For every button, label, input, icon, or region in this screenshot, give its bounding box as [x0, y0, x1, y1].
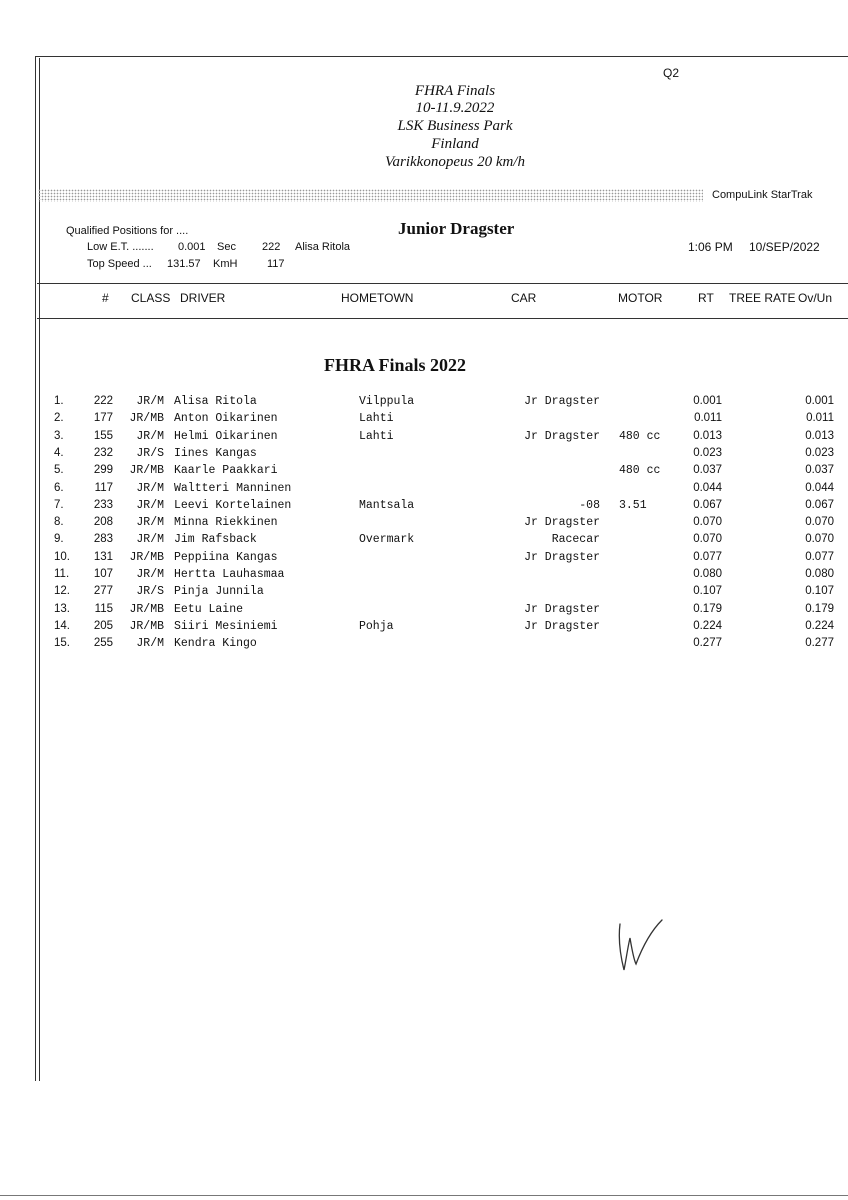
row-class: JR/M: [136, 516, 164, 530]
event-country: Finland: [431, 136, 479, 152]
row-class: JR/M: [136, 533, 164, 547]
row-driver: Peppiina Kangas: [174, 550, 278, 564]
signature: [612, 910, 672, 980]
top-speed-value: 131.57: [167, 258, 201, 270]
row-class: JR/MB: [129, 412, 164, 426]
top-border: [35, 56, 848, 57]
table-row: [0, 516, 848, 533]
row-position: 9.: [54, 533, 64, 546]
row-driver: Siiri Mesiniemi: [174, 619, 278, 633]
table-row: [0, 551, 848, 568]
row-number: 277: [93, 585, 113, 598]
event-title: FHRA Finals: [414, 83, 496, 99]
row-car: Jr Dragster: [524, 516, 600, 530]
row-position: 4.: [54, 446, 64, 459]
col-header-motor: MOTOR: [618, 291, 663, 305]
table-row: [0, 395, 848, 412]
row-motor: 480 cc: [619, 429, 661, 443]
table-row: [0, 482, 848, 499]
row-driver: Kendra Kingo: [174, 637, 257, 651]
row-ovun: 0.070: [805, 516, 834, 529]
row-car: Racecar: [551, 533, 600, 547]
report-date: 10/SEP/2022: [749, 240, 820, 254]
event-dates: 10-11.9.2022: [415, 100, 495, 116]
row-ovun: 0.067: [805, 498, 834, 511]
table-row: [0, 533, 848, 550]
row-car: -08: [579, 498, 600, 512]
row-number: 107: [93, 568, 113, 580]
row-number: 208: [93, 516, 113, 529]
row-position: 8.: [54, 516, 64, 529]
low-et-label: Low E.T. .......: [87, 241, 154, 253]
row-rt: 0.070: [693, 533, 722, 546]
timing-system-label: CompuLink StarTrak: [712, 189, 813, 201]
row-driver: Minna Riekkinen: [174, 516, 278, 530]
row-rt: 0.044: [693, 481, 722, 494]
report-time: 1:06 PM: [688, 240, 733, 254]
row-class: JR/M: [136, 395, 164, 408]
low-et-unit: Sec: [217, 241, 236, 253]
row-number: 299: [93, 464, 113, 477]
row-driver: Iines Kangas: [174, 446, 257, 460]
row-position: 15.: [54, 637, 70, 650]
row-number: 155: [93, 429, 113, 442]
row-hometown: Mantsala: [359, 498, 415, 512]
page-bottom-rule: [0, 1195, 848, 1196]
row-driver: Kaarle Paakkari: [174, 464, 278, 478]
row-number: 117: [94, 481, 113, 494]
section-title: FHRA Finals 2022: [324, 355, 467, 375]
row-rt: 0.023: [693, 446, 722, 459]
row-rt: 0.011: [694, 412, 722, 425]
table-row: [0, 620, 848, 637]
row-number: 205: [93, 619, 113, 632]
row-class: JR/MB: [129, 550, 164, 564]
row-hometown: Lahti: [359, 412, 394, 426]
row-position: 2.: [54, 412, 64, 425]
row-class: JR/M: [136, 481, 164, 495]
row-class: JR/M: [136, 637, 164, 651]
row-motor: 480 cc: [619, 464, 661, 478]
row-ovun: 0.044: [805, 481, 834, 494]
row-hometown: Vilppula: [359, 395, 415, 408]
row-ovun: 0.080: [805, 568, 834, 580]
row-car: Jr Dragster: [524, 619, 600, 633]
table-row: [0, 464, 848, 481]
low-et-driver: Alisa Ritola: [295, 241, 351, 253]
col-header-hometown: HOMETOWN: [341, 291, 414, 305]
row-position: 12.: [54, 585, 70, 598]
table-row: [0, 637, 848, 654]
row-position: 1.: [54, 395, 64, 407]
top-speed-label: Top Speed ...: [87, 258, 152, 270]
row-position: 10.: [54, 550, 70, 563]
row-rt: 0.070: [693, 516, 722, 529]
pit-speed-note: Varikkonopeus 20 km/h: [385, 154, 525, 170]
col-header-car: CAR: [511, 291, 537, 305]
row-hometown: Overmark: [359, 533, 415, 547]
row-ovun: 0.070: [805, 533, 834, 546]
row-position: 5.: [54, 464, 64, 477]
table-row: [0, 585, 848, 602]
col-header-rt: RT: [698, 291, 714, 305]
row-position: 14.: [54, 619, 70, 632]
row-number: 222: [93, 395, 113, 407]
row-motor: 3.51: [619, 498, 647, 512]
row-driver: Pinja Junnila: [174, 585, 264, 599]
row-position: 7.: [54, 498, 64, 511]
row-driver: Helmi Oikarinen: [174, 429, 278, 443]
row-rt: 0.037: [693, 464, 722, 477]
low-et-value: 0.001: [178, 241, 206, 253]
row-class: JR/MB: [129, 464, 164, 478]
row-driver: Waltteri Manninen: [174, 481, 292, 495]
row-ovun: 0.077: [805, 550, 834, 563]
row-ovun: 0.023: [805, 446, 834, 459]
row-ovun: 0.001: [805, 395, 834, 407]
report-code: Q2: [663, 66, 680, 80]
qualified-label: Qualified Positions for ....: [66, 225, 189, 237]
row-car: Jr Dragster: [524, 395, 600, 408]
class-title: Junior Dragster: [398, 219, 515, 238]
table-row: [0, 447, 848, 464]
row-driver: Jim Rafsback: [174, 533, 257, 547]
row-ovun: 0.037: [805, 464, 834, 477]
col-header-tree-rate: TREE RATE: [729, 291, 796, 305]
top-speed-number: 117: [267, 258, 285, 270]
row-position: 3.: [54, 429, 64, 442]
row-hometown: Pohja: [359, 619, 394, 633]
col-header-ovun: Ov/Un: [798, 291, 833, 305]
row-rt: 0.179: [693, 602, 722, 615]
header-rule-top: [37, 283, 848, 284]
row-rt: 0.107: [693, 585, 722, 598]
table-row: [0, 430, 848, 447]
row-ovun: 0.179: [805, 602, 834, 615]
top-speed-unit: KmH: [213, 258, 238, 270]
row-driver: Leevi Kortelainen: [174, 498, 292, 512]
row-ovun: 0.011: [806, 412, 834, 425]
row-rt: 0.067: [693, 498, 722, 511]
row-position: 6.: [54, 481, 64, 494]
row-class: JR/S: [136, 585, 164, 599]
dotted-separator: [38, 189, 703, 202]
row-rt: 0.001: [693, 395, 722, 407]
col-header-class: CLASS: [131, 291, 171, 305]
row-class: JR/MB: [129, 602, 164, 616]
row-driver: Eetu Laine: [174, 602, 244, 616]
row-ovun: 0.107: [805, 585, 834, 598]
row-class: JR/MB: [129, 619, 164, 633]
row-ovun: 0.224: [805, 619, 834, 632]
row-car: Jr Dragster: [524, 602, 600, 616]
table-row: [0, 499, 848, 516]
row-number: 232: [93, 446, 113, 459]
row-ovun: 0.277: [805, 637, 834, 650]
event-venue: LSK Business Park: [397, 118, 513, 134]
row-ovun: 0.013: [805, 429, 834, 442]
low-et-number: 222: [262, 241, 281, 253]
table-row: [0, 412, 848, 429]
row-position: 13.: [54, 602, 70, 615]
row-class: JR/M: [136, 498, 164, 512]
row-position: 11.: [54, 568, 70, 580]
table-row: [0, 568, 848, 585]
row-rt: 0.224: [693, 619, 722, 632]
row-driver: Hertta Lauhasmaa: [174, 568, 285, 581]
col-header-num: #: [102, 291, 109, 305]
table-row: [0, 603, 848, 620]
row-car: Jr Dragster: [524, 550, 600, 564]
row-number: 255: [93, 637, 113, 650]
row-car: Jr Dragster: [524, 429, 600, 443]
header-rule-bottom: [37, 318, 848, 319]
row-class: JR/M: [136, 568, 164, 581]
row-rt: 0.277: [693, 637, 722, 650]
row-rt: 0.077: [693, 550, 722, 563]
row-number: 131: [93, 550, 113, 563]
row-rt: 0.080: [693, 568, 722, 580]
row-driver: Alisa Ritola: [174, 395, 257, 408]
row-hometown: Lahti: [359, 429, 394, 443]
row-number: 115: [94, 602, 113, 615]
row-class: JR/S: [136, 446, 164, 460]
row-number: 233: [93, 498, 113, 511]
row-class: JR/M: [136, 429, 164, 443]
row-rt: 0.013: [693, 429, 722, 442]
col-header-driver: DRIVER: [180, 291, 226, 305]
row-number: 283: [93, 533, 113, 546]
row-number: 177: [93, 412, 113, 425]
row-driver: Anton Oikarinen: [174, 412, 278, 426]
